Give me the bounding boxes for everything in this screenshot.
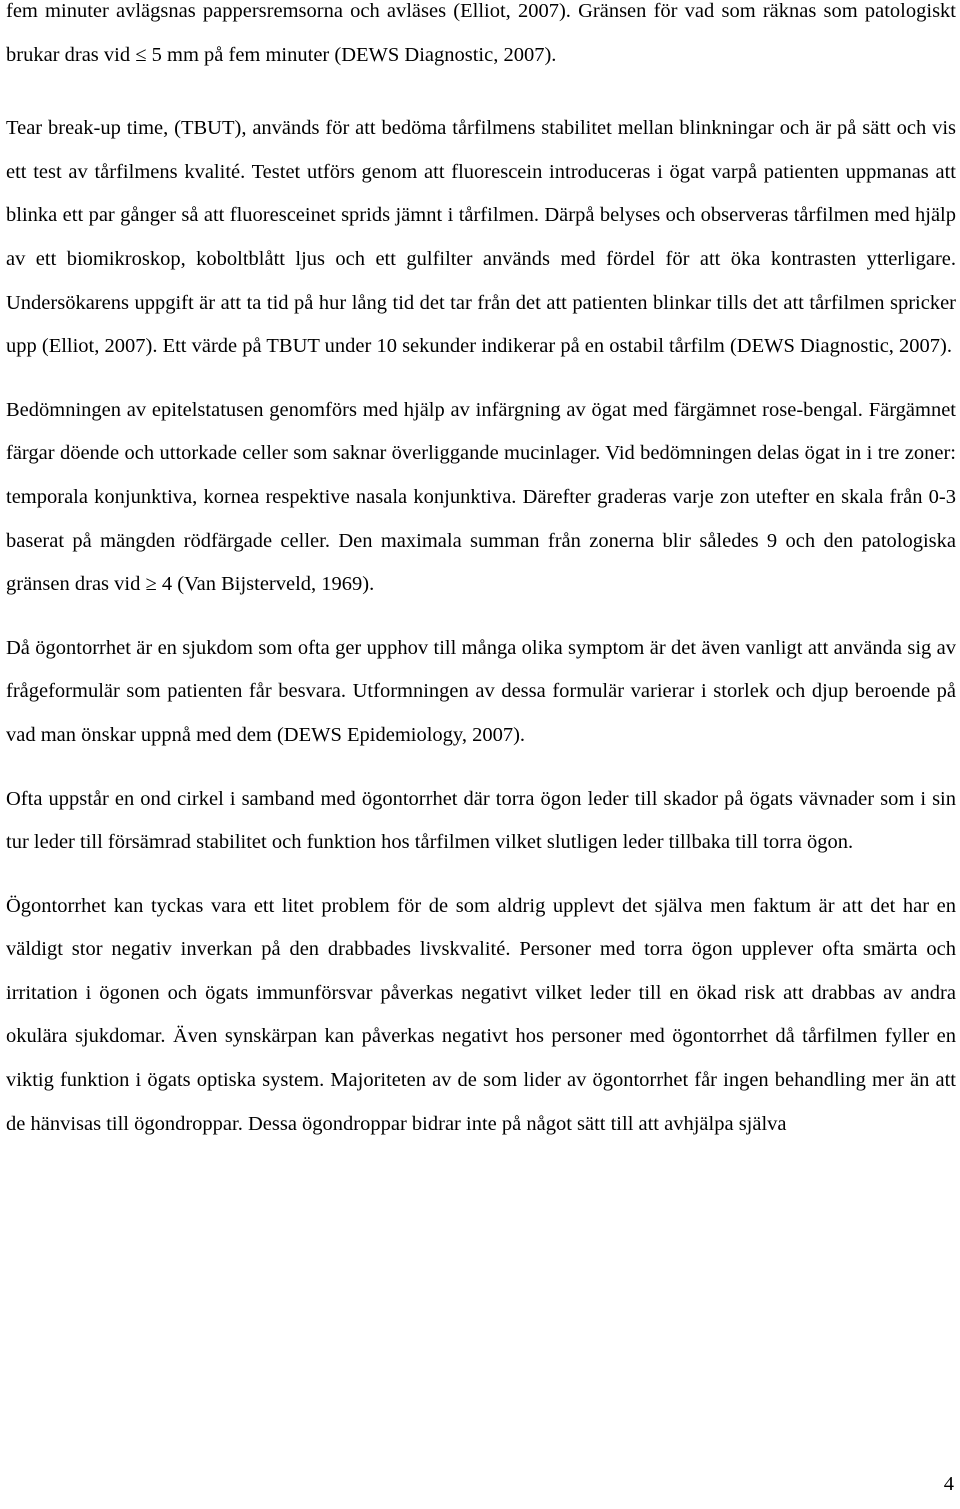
paragraph-text: Bedömningen av epitelstatusen genomförs med hjälp av infärgning av ögat med färgämnet rose-bengal. Färgämnet färgar döende och uttorkade celler som saknar överliggande mucinlager. Vid bedömningen delas ögat in i tre zoner: temporala konjunktiva, kornea respektive nasala konjunktiva. Därefter graderas varje zon utefter en skala från 0-3 baserat på mängden rödfärgade celler. Den maximala summan från zonerna blir således 9 och den patologiska gränsen dras vid bbox=[6, 398, 956, 596]
less-than-or-equal-symbol: ≤ bbox=[135, 43, 147, 66]
paragraph-rose-bengal bbox=[6, 389, 956, 607]
greater-than-or-equal-symbol: ≥ bbox=[145, 573, 157, 596]
paragraph-schirmer-continuation bbox=[6, 0, 956, 77]
paragraph-text: fem minuter avlägsnas pappersremsorna och avläses (Elliot, 2007). Gränsen för vad som räknas som patologiskt brukar dras vid bbox=[6, 0, 956, 66]
paragraph-questionnaires: Då ögontorrhet är en sjukdom som ofta ger upphov till många olika symptom är det även vanligt att använda sig av frågeformulär som patienten får besvara. Utformningen av dessa formulär varierar i storlek och djup beroende på vad man önskar uppnå med dem (DEWS Epidemiology, 2007). bbox=[6, 636, 956, 746]
paragraph-quality-of-life: Ögontorrhet kan tyckas vara ett litet problem för de som aldrig upplevt det själva men faktum är att det har en väldigt stor negativ inverkan på den drabbades livskvalité. Personer med torra ögon upplever ofta smärta och irritation i ögonen och ögats immunförsvar påverkas negativt vilket leder till en ökad risk att drabbas av andra okulära sjukdomar. Även synskärpan kan påverkas negativt hos personer med ögontorrhet då tårfilmen fyller en viktig funktion i ögats optiska system. Majoriteten av de som lider av ögontorrhet får ingen behandling mer än att de hänvisas till ögondroppar. Dessa ögondroppar bidrar inte på något sätt till att avhjälpa själva bbox=[6, 894, 956, 1135]
paragraph-vicious-circle: Ofta uppstår en ond cirkel i samband med ögontorrhet där torra ögon leder till skador på ögats vävnader som i sin tur leder till försämrad stabilitet och funktion hos tårfilmen vilket slutligen leder tillbaka till torra ögon. bbox=[6, 787, 956, 854]
paragraph-text: 5 mm på fem minuter (DEWS Diagnostic, 2007). bbox=[146, 43, 557, 66]
page-number: 4 bbox=[943, 1473, 954, 1495]
paragraph-text: 4 (Van Bijsterveld, 1969). bbox=[156, 573, 375, 596]
paragraph-tbut: Tear break-up time, (TBUT), används för att bedöma tårfilmens stabilitet mellan blinkningar och är på sätt och vis ett test av tårfilmens kvalité. Testet utförs genom att fluorescein introduceras i ögat varpå patienten uppmanas att blinka ett par gånger så att fluoresceinet sprids jämnt i tårfilmen. Därpå belyses och observeras tårfilmen med hjälp av ett biomikroskop, koboltblått ljus och ett gulfilter används med fördel för att öka kontrasten ytterligare. Undersökarens uppgift är att ta tid på hur lång tid det tar från det att patienten blinkar tills det att tårfilmen spricker upp (Elliot, 2007). Ett värde på TBUT under 10 sekunder indikerar på en ostabil tårfilm (DEWS Diagnostic, 2007). bbox=[6, 117, 956, 358]
